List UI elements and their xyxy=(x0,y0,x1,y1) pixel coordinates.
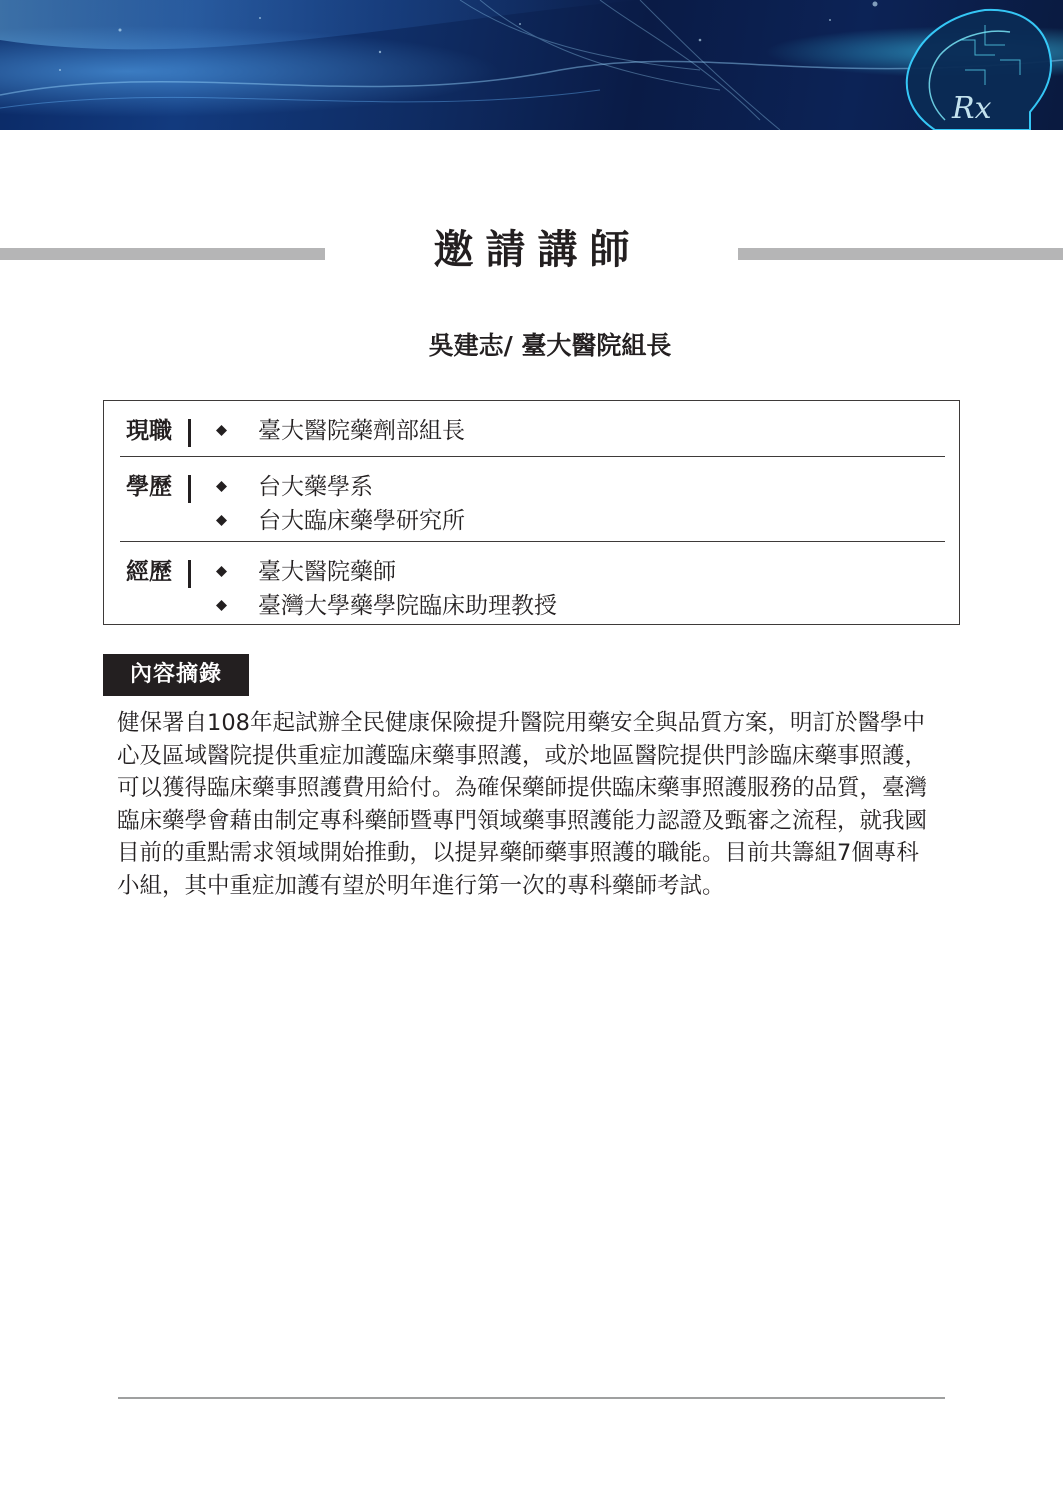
speaker-name: 吳建志/ 臺大醫院組長 xyxy=(428,331,672,360)
item-text: 臺大醫院藥劑部組長 xyxy=(258,418,465,444)
abstract-line: 心及區域醫院提供重症加護臨床藥事照護，或於地區醫院提供門診臨床藥事照護， xyxy=(117,742,928,769)
diamond-bullet-icon xyxy=(216,481,227,492)
item-text: 臺灣大學藥學院臨床助理教授 xyxy=(258,593,557,619)
footer-rule xyxy=(118,1397,945,1399)
item-text: 臺大醫院藥師 xyxy=(258,559,396,585)
page-title: 邀請講師 xyxy=(433,227,642,273)
profile-box xyxy=(103,400,960,625)
title-rule-right xyxy=(738,248,1063,260)
item-text: 台大臨床藥學研究所 xyxy=(258,508,465,534)
label-separator xyxy=(188,419,191,447)
diamond-bullet-icon xyxy=(216,425,227,436)
label-separator xyxy=(188,475,191,503)
row-label: 學歷 xyxy=(126,474,172,500)
item-text: 台大藥學系 xyxy=(258,474,373,500)
abstract-line: 臨床藥學會藉由制定專科藥師暨專門領域藥事照護能力認證及甄審之流程，就我國 xyxy=(117,807,928,834)
abstract-line: 目前的重點需求領域開始推動，以提昇藥師藥事照護的職能。目前共籌組7個專科 xyxy=(117,840,919,866)
header-banner xyxy=(0,0,1063,130)
abstract-body xyxy=(117,707,951,902)
banner-artwork xyxy=(0,0,1063,130)
profile-row-experience xyxy=(104,542,959,624)
diamond-bullet-icon xyxy=(216,600,227,611)
svg-text:Rx: Rx xyxy=(952,91,992,126)
abstract-line: 健保署自108年起試辦全民健康保險提升醫院用藥安全與品質方案，明訂於醫學中 xyxy=(117,710,925,736)
row-label: 現職 xyxy=(126,418,172,444)
row-label: 經歷 xyxy=(126,559,172,585)
diamond-bullet-icon xyxy=(216,515,227,526)
abstract-heading: 內容摘錄 xyxy=(103,654,249,696)
diamond-bullet-icon xyxy=(216,566,227,577)
profile-row-current-position xyxy=(104,401,959,456)
abstract-line: 小組，其中重症加護有望於明年進行第一次的專科藥師考試。 xyxy=(117,872,725,899)
profile-row-education xyxy=(104,457,959,541)
abstract-line: 可以獲得臨床藥事照護費用給付。為確保藥師提供臨床藥事照護服務的品質，臺灣 xyxy=(117,775,928,801)
title-rule-left xyxy=(0,248,325,260)
label-separator xyxy=(188,560,191,588)
